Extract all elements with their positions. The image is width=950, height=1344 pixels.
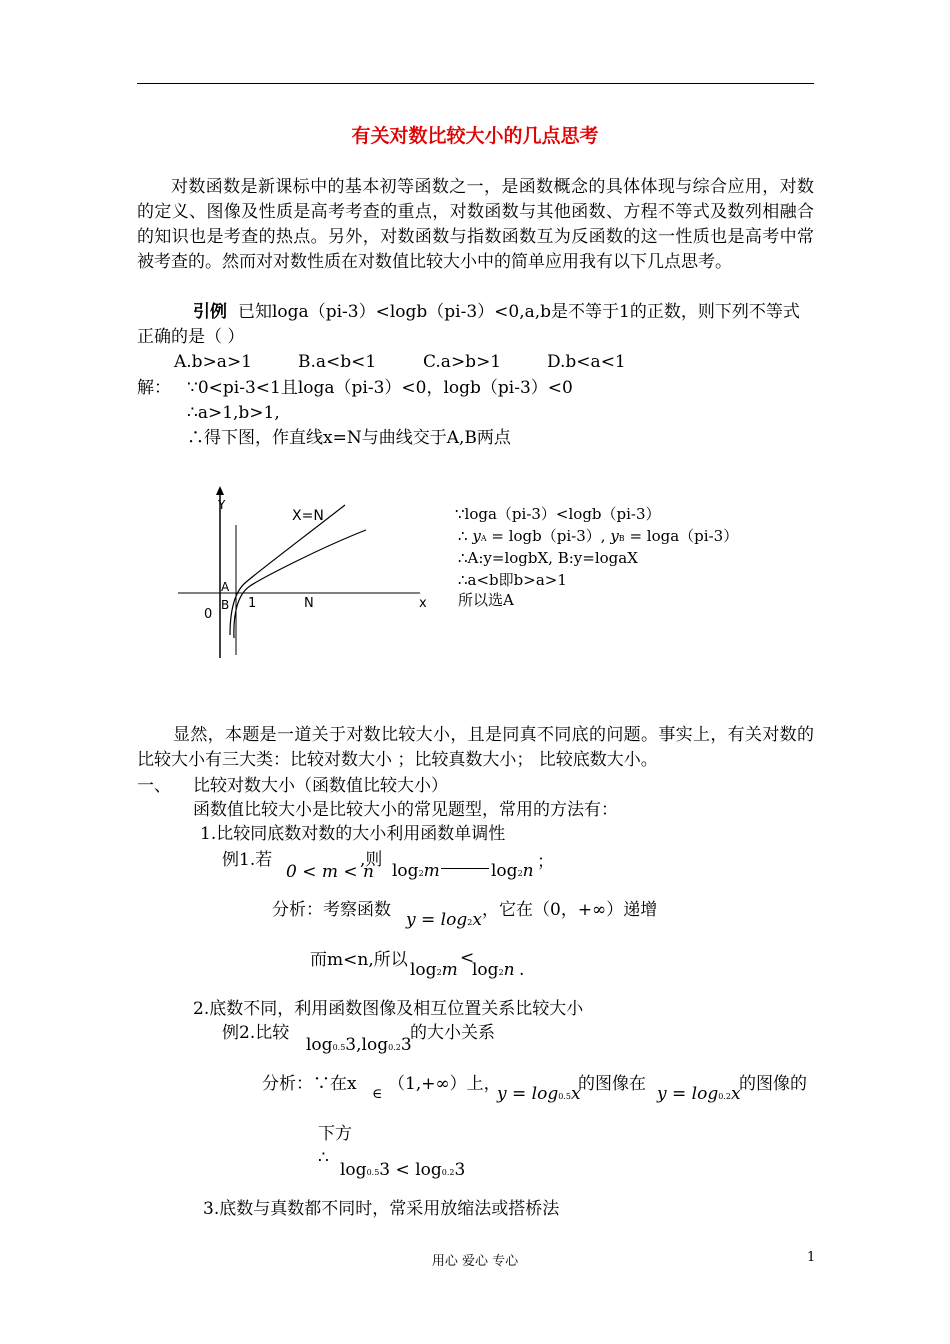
comma: , <box>356 1035 362 1055</box>
var-x: x <box>472 910 482 930</box>
log-text: log <box>340 1160 367 1180</box>
side-line-4: ∴a<b即b>a>1 <box>458 571 567 589</box>
base-2: 2 <box>498 968 504 977</box>
conclusion-expression <box>340 1158 465 1185</box>
base-0-2: 0.2 <box>388 1043 401 1052</box>
side-line-2-part-2: = loga（pi-3） <box>629 527 739 545</box>
analysis-1-suffix: ，它在（0，+∞）递增 <box>482 900 658 920</box>
example-2-prefix: 例2.比较 <box>222 1023 290 1043</box>
solution-line-1: ∵0<pi-3<1且loga（pi-3）<0，logb（pi-3）<0 <box>187 378 573 398</box>
y-axis-arrow <box>216 486 224 495</box>
log-text: log <box>472 960 499 980</box>
log-text: log <box>306 1035 333 1055</box>
log-text: log <box>415 1160 442 1180</box>
var-x: x <box>570 1084 581 1104</box>
therefore-symbol: ∴ <box>458 527 468 545</box>
solution-line-2: ∴a>1,b>1, <box>187 403 280 423</box>
function-y-log05x <box>497 1082 581 1109</box>
curve-a <box>230 505 345 635</box>
page-title: 有关对数比较大小的几点思考 <box>351 125 599 147</box>
var-n: n <box>522 861 534 881</box>
analysis-1b-prefix: 而m<n,所以 <box>310 950 408 970</box>
section-1-intro: 函数值比较大小是比较大小的常见题型，常用的方法有： <box>193 800 618 820</box>
example-1-mid: ,则 <box>360 850 383 870</box>
subscript-b: B <box>618 534 625 543</box>
base-0-5: 0.5 <box>332 1043 346 1052</box>
analysis-1-prefix: 分析：考察函数 <box>272 900 391 920</box>
base-0-5: 0.5 <box>366 1168 380 1177</box>
analysis-2-suffix: 的图像的 <box>739 1074 807 1094</box>
point-a-label: A <box>221 580 230 594</box>
less-than: < <box>460 948 475 968</box>
example-2-expression <box>306 1033 412 1060</box>
origin-label: 0 <box>204 607 213 622</box>
base-0-5: 0.5 <box>558 1092 571 1101</box>
example-1-end: ； <box>537 852 554 872</box>
value-3: 3 <box>345 1035 357 1055</box>
base-2: 2 <box>418 869 424 878</box>
log-text: log <box>361 1035 389 1055</box>
analysis-2-prefix: 分析：∵在x <box>262 1074 357 1094</box>
func-text: y = log <box>406 910 468 930</box>
curve-b <box>234 530 366 638</box>
function-y-log02x <box>657 1082 741 1109</box>
solution-label: 解： <box>137 378 171 398</box>
log-graph <box>170 480 440 665</box>
period: . <box>519 960 525 980</box>
analysis-2-range: （1,+∞）上， <box>388 1074 501 1094</box>
line-label: X=N <box>292 508 324 524</box>
analysis-2-line-2: 下方 <box>318 1124 352 1144</box>
example-line-1: 已知loga（pi-3）<logb（pi-3）<0,a,b是不等于1的正数，则下列不等式 <box>238 302 800 322</box>
section-1-number: 一、 <box>137 776 171 796</box>
option-b: B.a<b<1 <box>298 352 377 372</box>
method-1: 1.比较同底数对数的大小利用函数单调性 <box>200 824 506 844</box>
var-m: m <box>423 861 440 881</box>
example-2-suffix: 的大小关系 <box>410 1023 495 1043</box>
value-3: 3 <box>454 1160 466 1180</box>
base-2: 2 <box>436 968 442 977</box>
log-2-m <box>392 859 440 886</box>
log-text: log <box>491 861 518 881</box>
var-x: x <box>730 1084 741 1104</box>
one-label: 1 <box>248 596 257 611</box>
func-text: y = log <box>657 1084 719 1104</box>
option-c: C.a>b>1 <box>423 352 502 372</box>
log-2-n-2 <box>472 958 515 985</box>
side-line-5: 所以选A <box>458 591 514 609</box>
x-axis-label: x <box>419 596 427 611</box>
log-2-m-2 <box>410 958 458 985</box>
intro-paragraph: 对数函数是新课标中的基本初等函数之一，是函数概念的具体体现与综合应用，对数的定义、图像及性质是高考考查的重点，对数函数与其他函数、方程不等式及数列相融合的知识也是考查的热点。另外，对数函数与指数函数互为反函数的这一性质也是高考中常被考查的。然而对对数性质在对数值比较大小中的简单应用我有以下几点思考。 <box>137 177 814 272</box>
base-0-2: 0.2 <box>441 1168 455 1177</box>
side-line-2-part-1: = logb（pi-3）, <box>491 527 606 545</box>
subscript-a: A <box>480 534 487 543</box>
value-3: 3 <box>400 1035 412 1055</box>
solution-line-3: ∴得下图，作直线x=N与曲线交于A,B两点 <box>187 428 511 448</box>
example-label: 引例 <box>193 302 227 322</box>
base-2: 2 <box>467 918 473 927</box>
section-1-title: 比较对数大小（函数值比较大小） <box>193 776 448 796</box>
element-of-symbol: ∈ <box>372 1086 383 1102</box>
method-3: 3.底数与真数都不同时，常采用放缩法或搭桥法 <box>203 1199 560 1219</box>
n-label: N <box>304 596 314 611</box>
example-1-prefix: 例1.若 <box>222 850 273 870</box>
y-symbol-2: y <box>610 527 619 545</box>
base-0-2: 0.2 <box>718 1092 731 1101</box>
header-rule <box>137 83 814 84</box>
option-a: A.b>a>1 <box>174 352 253 372</box>
example-line-2: 正确的是（ ） <box>137 327 245 347</box>
value-3: 3 <box>379 1160 391 1180</box>
answer-blank <box>441 868 489 869</box>
option-d: D.b<a<1 <box>547 352 626 372</box>
analysis-2-mid: 的图像在 <box>578 1074 646 1094</box>
paragraph-2: 显然，本题是一道关于对数比较大小，且是同真不同底的问题。事实上，有关对数的比较大小有三大类：比较对数大小 ；比较真数大小； 比较底数大小。 <box>137 725 814 770</box>
y-axis-label: Y <box>218 498 226 512</box>
function-y-log2x <box>406 908 482 935</box>
footer-text: 用心 爱心 专心 <box>431 1254 519 1269</box>
base-2: 2 <box>517 869 523 878</box>
point-b-label: B <box>221 598 230 612</box>
y-symbol: y <box>472 527 481 545</box>
method-2: 2.底数不同，利用函数图像及相互位置关系比较大小 <box>193 999 584 1019</box>
log-text: log <box>410 960 437 980</box>
less-than: < <box>390 1160 416 1180</box>
log-text: log <box>392 861 419 881</box>
var-m: m <box>441 960 458 980</box>
func-text: y = log <box>497 1084 559 1104</box>
therefore-symbol: ∴ <box>318 1148 329 1168</box>
side-line-1: ∵loga（pi-3）<logb（pi-3） <box>455 505 661 523</box>
side-line-3: ∴A:y=logbX, B:y=logaX <box>458 549 638 567</box>
log-2-n <box>491 859 534 886</box>
var-n: n <box>503 960 515 980</box>
page-number: 1 <box>807 1250 816 1265</box>
condition-text: 0 < m < n <box>286 862 374 882</box>
